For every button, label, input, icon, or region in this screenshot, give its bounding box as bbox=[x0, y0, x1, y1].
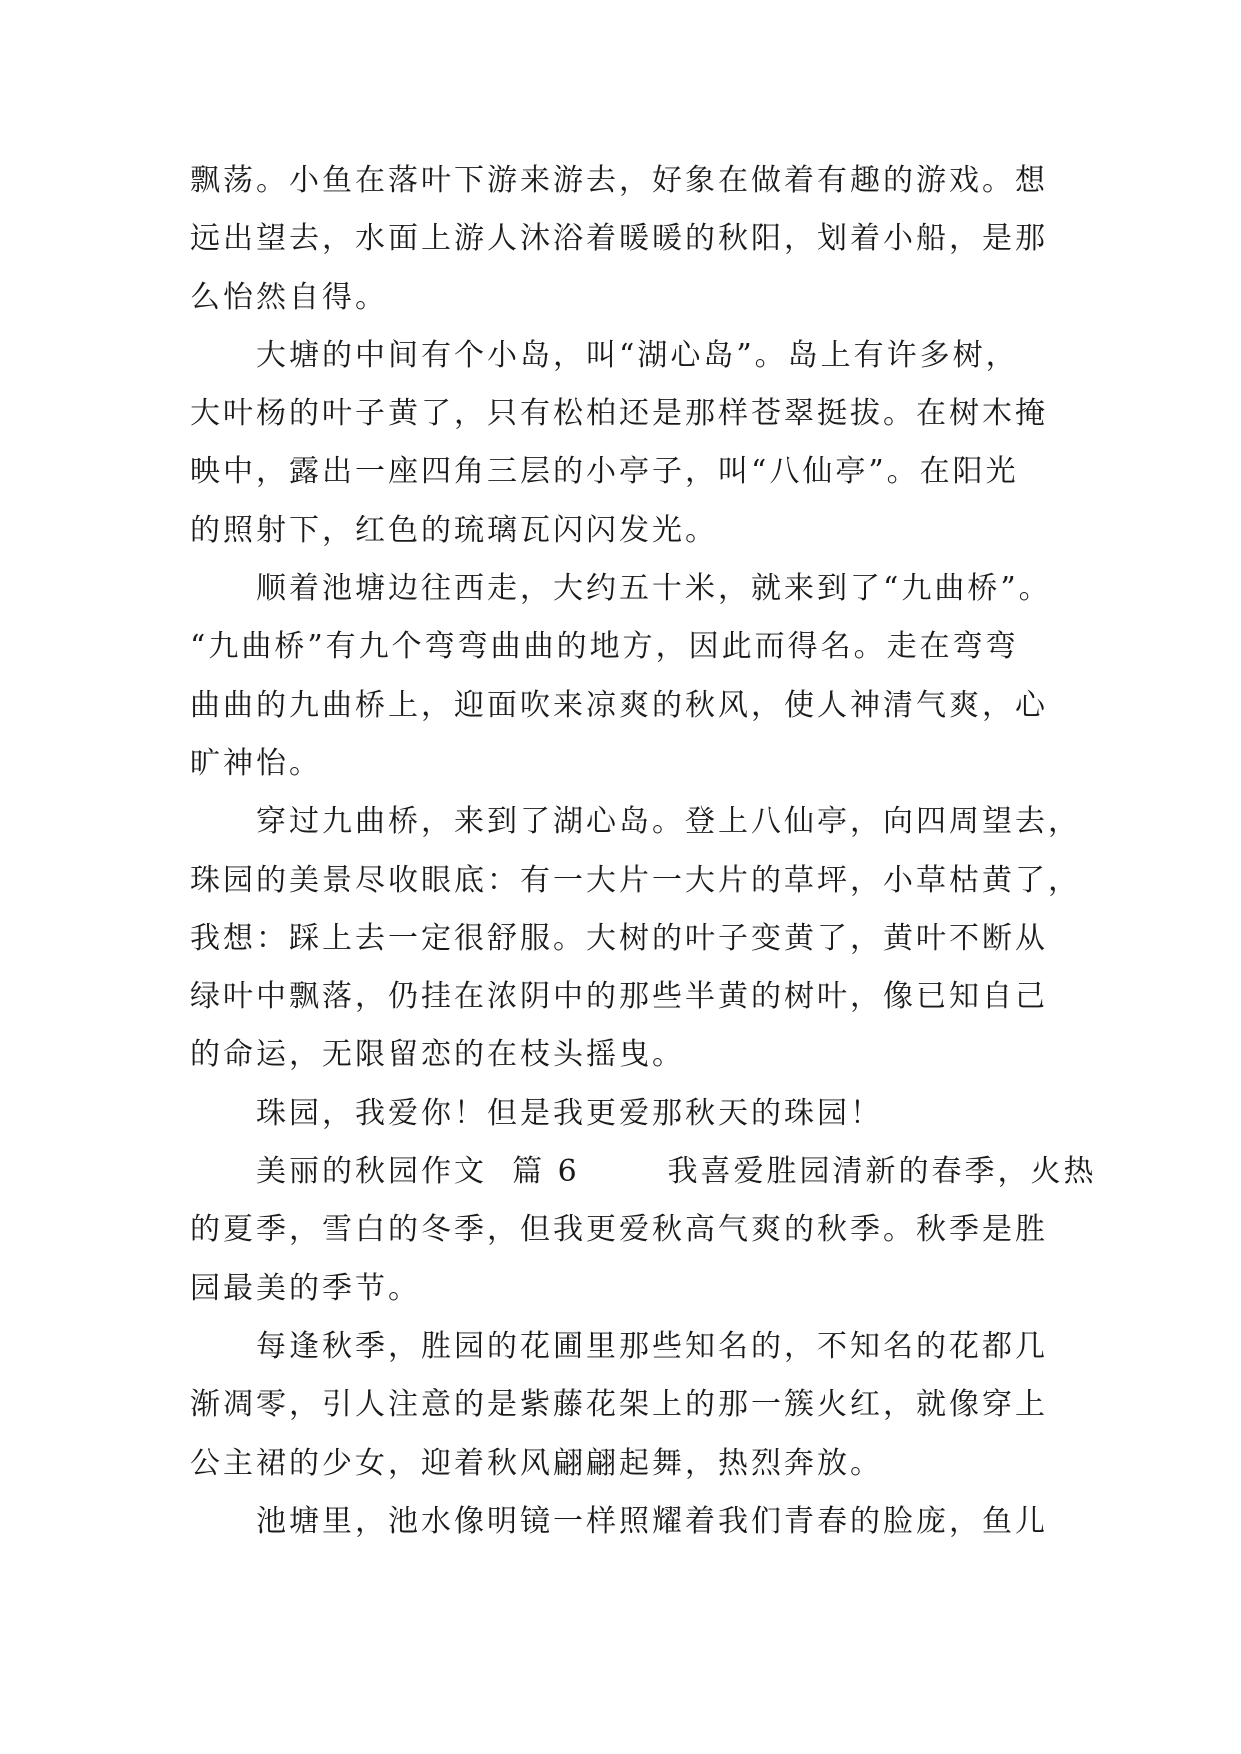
text-line: 飘荡。小鱼在落叶下游来游去，好象在做着有趣的游戏。想 bbox=[190, 163, 1048, 198]
text-line: 映中，露出一座四角三层的小亭子，叫“八仙亭”。在阳光 bbox=[190, 454, 1019, 490]
text-line: 池塘里，池水像明镜一样照耀着我们青春的脸庞，鱼儿 bbox=[256, 1503, 1048, 1539]
text-line: 大塘的中间有个小岛，叫“湖心岛”。岛上有许多树， bbox=[256, 337, 1019, 373]
text-line: 绿叶中飘落，仍挂在浓阴中的那些半黄的树叶，像已知自己 bbox=[190, 979, 1048, 1015]
text-line: 我想：踩上去一定很舒服。大树的叶子变黄了，黄叶不断从 bbox=[190, 920, 1048, 956]
text-line: 穿过九曲桥，来到了湖心岛。登上八仙亭，向四周望去， bbox=[256, 804, 1081, 840]
text-line: 渐凋零，引人注意的是紫藤花架上的那一簇火红，就像穿上 bbox=[190, 1387, 1048, 1423]
text-line: 珠园，我爱你！但是我更爱那秋天的珠园！ bbox=[256, 1095, 883, 1131]
text-line: “九曲桥”有九个弯弯曲曲的地方，因此而得名。走在弯弯 bbox=[190, 629, 1019, 665]
text-line: 么怡然自得。 bbox=[190, 279, 388, 315]
text-line: 每逢秋季，胜园的花圃里那些知名的，不知名的花都几 bbox=[256, 1328, 1048, 1364]
section-heading-line: 美丽的秋园作文 篇 6 我喜爱胜园清新的春季，火热 bbox=[256, 1154, 1097, 1190]
text-line: 公主裙的少女，迎着秋风翩翩起舞，热烈奔放。 bbox=[190, 1445, 883, 1481]
text-line: 的命运，无限留恋的在枝头摇曳。 bbox=[190, 1037, 685, 1073]
article-body bbox=[190, 152, 1097, 1551]
text-line: 远出望去，水面上游人沐浴着暖暖的秋阳，划着小船，是那 bbox=[190, 221, 1048, 257]
text-line: 园最美的季节。 bbox=[190, 1270, 421, 1306]
text-line: 曲曲的九曲桥上，迎面吹来凉爽的秋风，使人神清气爽，心 bbox=[190, 687, 1048, 723]
text-line: 大叶杨的叶子黄了，只有松柏还是那样苍翠挺拔。在树木掩 bbox=[190, 396, 1048, 432]
text-line: 顺着池塘边往西走，大约五十米，就来到了“九曲桥”。 bbox=[256, 571, 1052, 607]
text-line: 的夏季，雪白的冬季，但我更爱秋高气爽的秋季。秋季是胜 bbox=[190, 1212, 1048, 1248]
text-line: 旷神怡。 bbox=[190, 745, 322, 781]
text-line: 珠园的美景尽收眼底：有一大片一大片的草坪，小草枯黄了， bbox=[190, 862, 1081, 898]
text-line: 的照射下，红色的琉璃瓦闪闪发光。 bbox=[190, 512, 718, 548]
